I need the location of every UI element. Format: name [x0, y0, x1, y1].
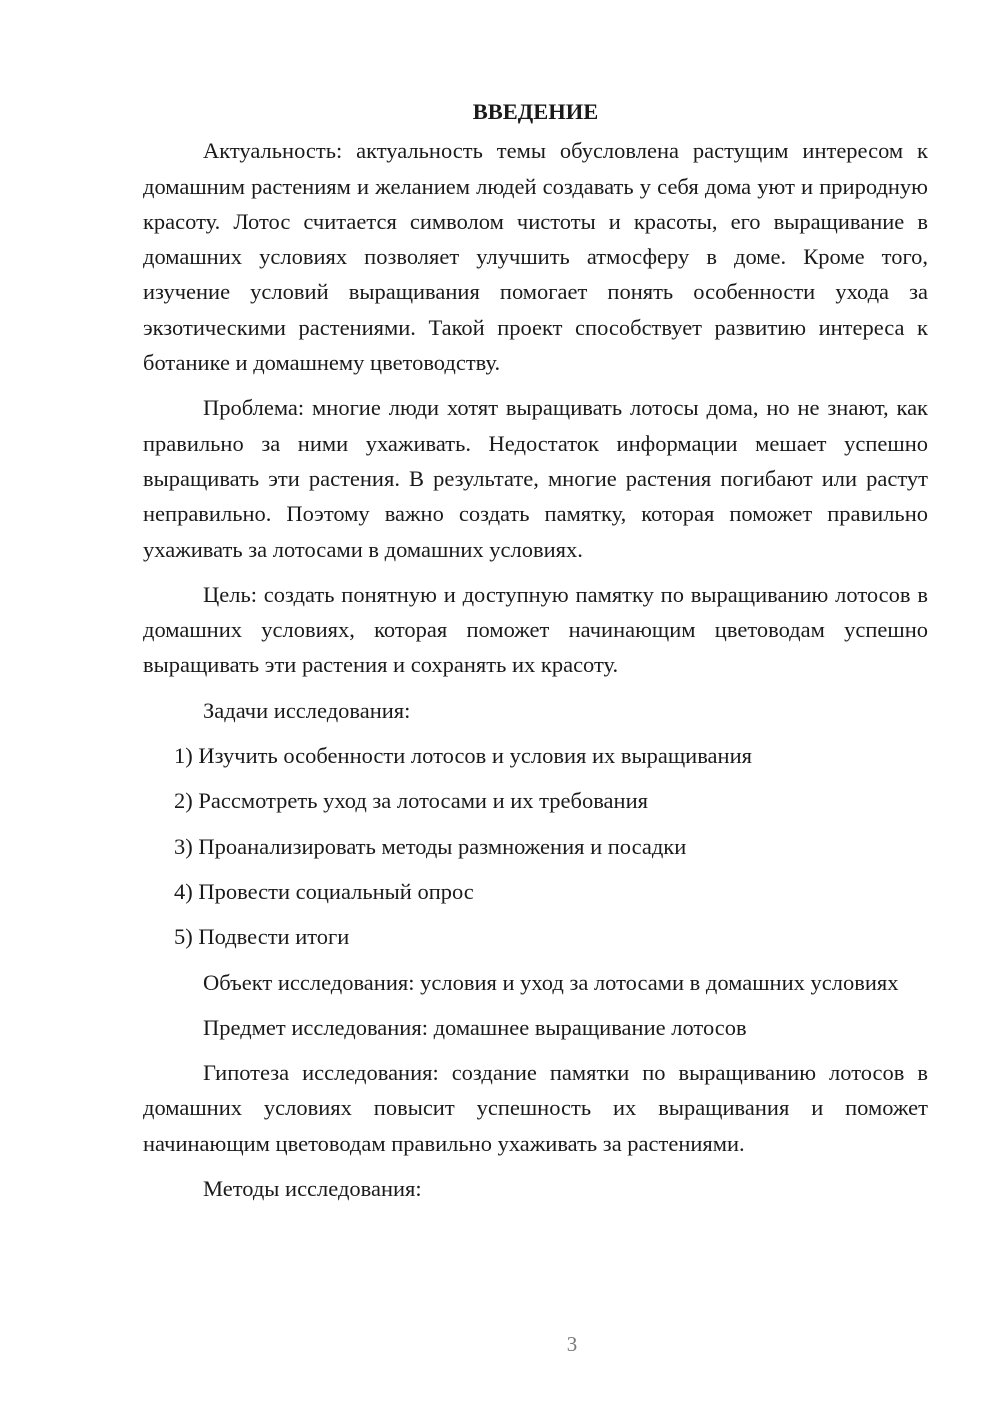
task-item: 4) Провести социальный опрос — [174, 878, 474, 904]
task-item: 2) Рассмотреть уход за лотосами и их требования — [174, 788, 648, 814]
object-paragraph: Объект исследования: условия и уход за лотосами в домашних условиях — [203, 969, 899, 995]
relevance-paragraph: Актуальность: актуальность темы обусловлена растущим интересом к домашним растениям и желанием людей создавать у себя дома уют и природную красоту. Лотос считается символом чистоты и красоты, его выращивание в домашних условиях позволяет улучшить атмосферу в доме. Кроме того, изучение условий выращивания помогает понять особенности ухода за экзотическими растениями. Такой проект способствует развитию интереса к ботанике и домашнему цветоводству. — [143, 138, 928, 376]
tasks-intro: Задачи исследования: — [203, 697, 411, 723]
task-item: 1) Изучить особенности лотосов и условия их выращивания — [174, 743, 752, 769]
subject-paragraph: Предмет исследования: домашнее выращивание лотосов — [203, 1014, 747, 1040]
section-heading: ВВЕДЕНИЕ — [472, 99, 599, 124]
page-content — [143, 94, 928, 1216]
task-item: 3) Проанализировать методы размножения и посадки — [174, 833, 687, 859]
task-item: 5) Подвести итоги — [174, 924, 350, 950]
tasks-list — [143, 738, 928, 954]
hypothesis-paragraph: Гипотеза исследования: создание памятки по выращиванию лотосов в домашних условиях повысит успешность их выращивания и поможет начинающим цветоводам правильно ухаживать за растениями. — [143, 1060, 928, 1156]
problem-paragraph: Проблема: многие люди хотят выращивать лотосы дома, но не знают, как правильно за ними ухаживать. Недостаток информации мешает успешно выращивать эти растения. В результате, многие растения погибают или растут неправильно. Поэтому важно создать памятку, которая поможет правильно ухаживать за лотосами в домашних условиях. — [143, 395, 928, 562]
methods-paragraph: Методы исследования: — [203, 1176, 422, 1202]
page-number: 3 — [566, 1332, 578, 1356]
goal-paragraph: Цель: создать понятную и доступную памятку по выращиванию лотосов в домашних условиях, которая поможет начинающим цветоводам успешно выращивать эти растения и сохранять их красоту. — [143, 581, 928, 678]
